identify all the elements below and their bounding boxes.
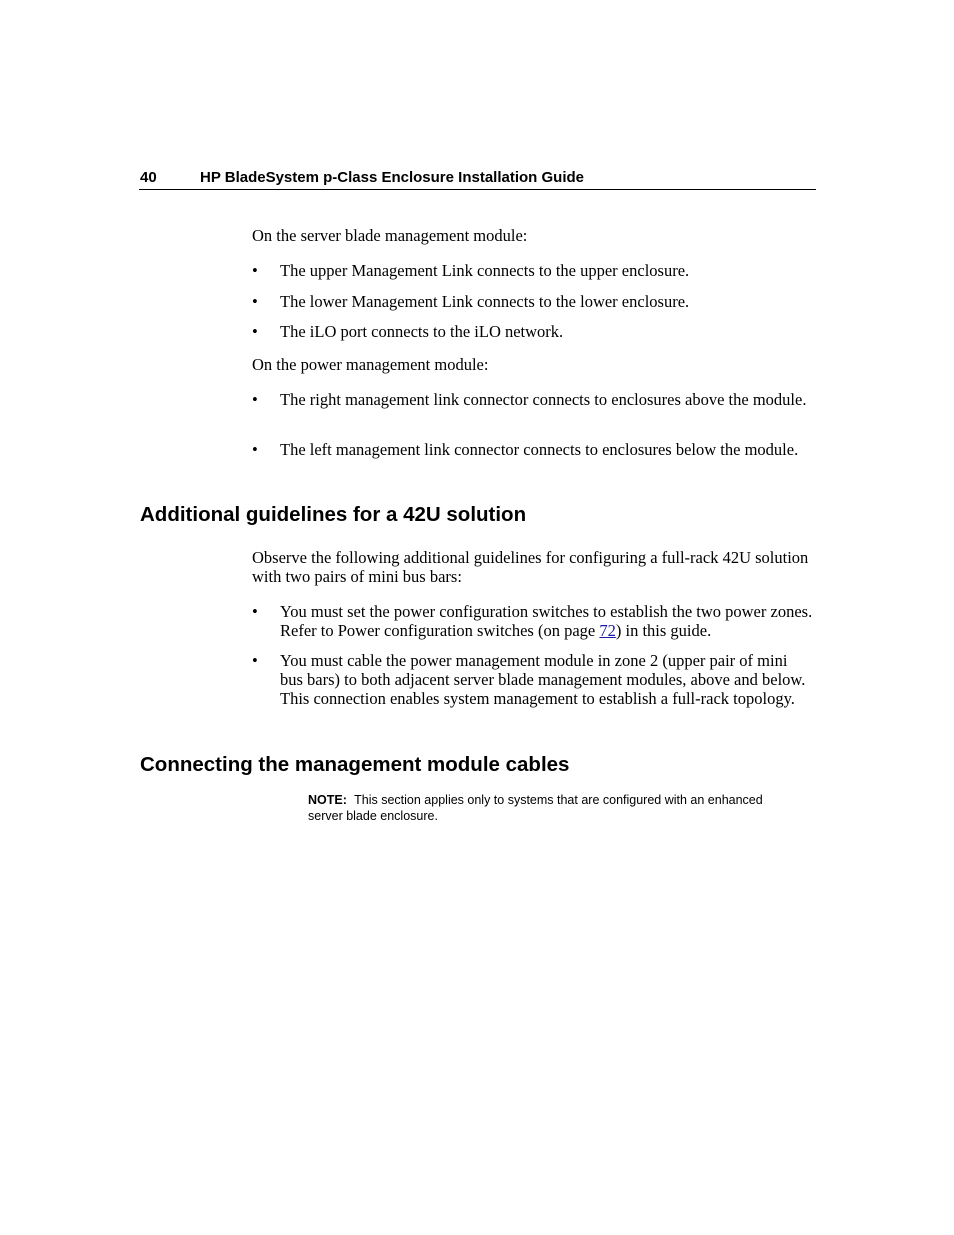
bullet-text — [280, 602, 813, 640]
note-block — [308, 792, 788, 824]
bullet-text: The upper Management Link connects to the upper enclosure. — [280, 261, 690, 280]
intro-power-module: On the power management module: — [252, 355, 489, 374]
bullet-icon: • — [252, 390, 258, 409]
intro-blade-module: On the server blade management module: — [252, 226, 528, 245]
section-heading-42u: Additional guidelines for a 42U solution — [140, 503, 527, 526]
header-title: HP BladeSystem p-Class Enclosure Installation Guide — [200, 169, 585, 186]
running-header — [139, 168, 816, 190]
bullet-icon: • — [252, 322, 258, 341]
guidelines-intro: Observe the following additional guidelines for configuring a full-rack 42U solution with two pairs of mini bus bars: — [252, 548, 809, 586]
bullet-icon: • — [252, 292, 258, 311]
section-heading-cables: Connecting the management module cables — [140, 753, 570, 776]
bullet-text: You must cable the power management module in zone 2 (upper pair of mini bus bars) to both adjacent server blade management modules, above and below. This connection enables system management to establish a full-rack topology. — [280, 651, 806, 708]
bullet-icon: • — [252, 440, 258, 459]
page-number: 40 — [140, 169, 157, 186]
bullet-text: The lower Management Link connects to the lower enclosure. — [280, 292, 690, 311]
bullet-text: The left management link connector connects to enclosures below the module. — [280, 440, 799, 459]
bullet-text-part: ) in this guide. — [615, 621, 712, 640]
bullet-text: The right management link connector connects to enclosures above the module. — [280, 390, 807, 409]
note-label: NOTE: — [308, 793, 347, 807]
note-text: This section applies only to systems that are configured with an enhanced server blade enclosure. — [308, 793, 763, 823]
bullet-text-part: You must set the power configuration switches to establish the two power zones. Refer to Power configuration switches (on page — [280, 602, 813, 640]
page-reference-link[interactable]: 72 — [599, 621, 616, 640]
bullet-icon: • — [252, 602, 258, 621]
bullet-icon: • — [252, 651, 258, 670]
bullet-icon: • — [252, 261, 258, 280]
bullet-text: The iLO port connects to the iLO network. — [280, 322, 564, 341]
